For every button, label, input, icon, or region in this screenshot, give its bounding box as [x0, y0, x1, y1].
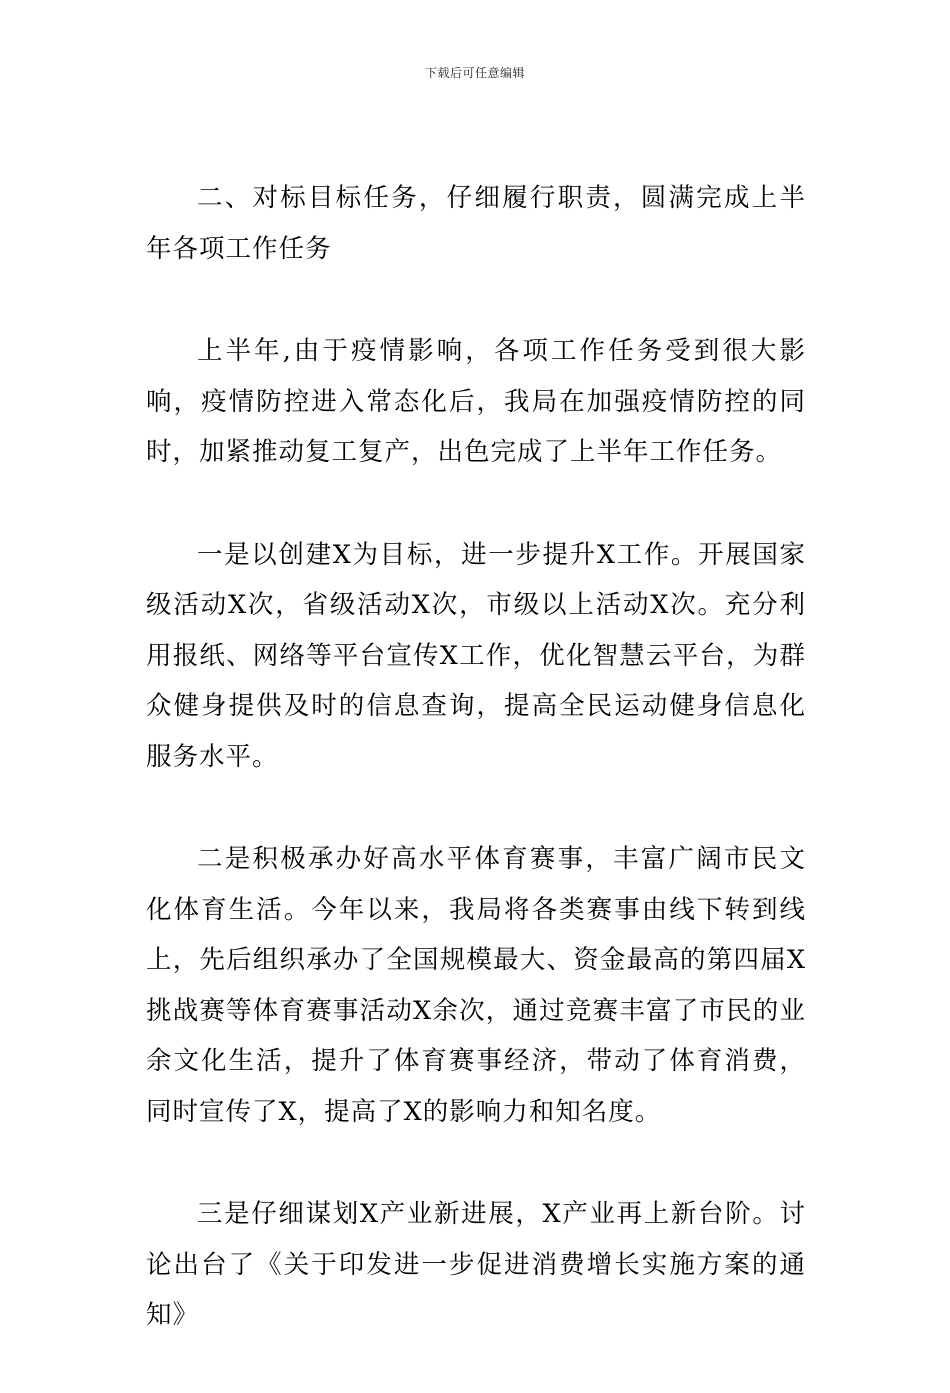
document-body: [146, 173, 806, 1393]
page-header-note: 下载后可任意编辑: [424, 66, 525, 80]
paragraph-overview: 上半年,由于疫情影响，各项工作任务受到很大影响，疫情防控进入常态化后，我局在加强疫情防控的同时，加紧推动复工复产，出色完成了上半年工作任务。: [146, 336, 806, 467]
section-heading: 二、对标目标任务，仔细履行职责，圆满完成上半年各项工作任务: [146, 183, 806, 264]
paragraph-item-three: 三是仔细谋划X产业新进展，X产业再上新台阶。讨论出台了《关于印发进一步促进消费增长实施方案的通知》: [146, 1199, 806, 1330]
paragraph-item-two: 二是积极承办好高水平体育赛事，丰富广阔市民文化体育生活。今年以来，我局将各类赛事由线下转到线上，先后组织承办了全国规模最大、资金最高的第四届X挑战赛等体育赛事活动X余次，通过竞赛丰富了市民的业余文化生活，提升了体育赛事经济，带动了体育消费，同时宣传了X，提高了X的影响力和知名度。: [146, 844, 806, 1127]
paragraph-item-one: 一是以创建X为目标，进一步提升X工作。开展国家级活动X次，省级活动X次，市级以上活动X次。充分利用报纸、网络等平台宣传X工作，优化智慧云平台，为群众健身提供及时的信息查询，提高全民运动健身信息化服务水平。: [146, 539, 806, 772]
